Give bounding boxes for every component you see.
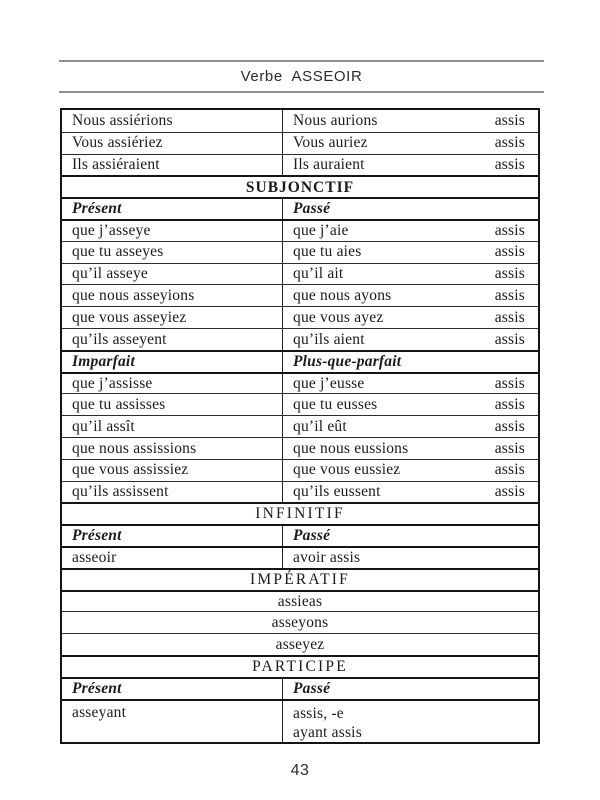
conjugation-left: que vous asseyiez: [72, 308, 187, 326]
right-cell: [282, 679, 538, 699]
table-row: [62, 154, 538, 176]
participle: assis: [494, 243, 525, 261]
right-cell: [282, 526, 538, 546]
conjugation-left: qu’il assît: [72, 417, 135, 435]
conjugation-right: que j’aie: [293, 222, 349, 240]
participle: assis: [494, 308, 525, 326]
conjugation-left: que tu assisses: [72, 396, 166, 413]
conjugation-left: Ils assiéraient: [72, 156, 160, 174]
conjugation-left: que j’asseye: [72, 222, 151, 240]
conjugation-right: qu’ils eussent: [293, 483, 381, 501]
conjugation-right: que tu aies: [293, 243, 362, 261]
table-row: [62, 546, 538, 568]
table-row: [62, 241, 538, 263]
section-header-infinitif: [62, 502, 538, 524]
right-cell: [282, 482, 538, 503]
participle: assis: [494, 222, 525, 240]
section-title: PARTICIPE: [252, 658, 348, 676]
participle: assis: [494, 156, 525, 174]
right-cell: [282, 110, 538, 132]
table-row: [62, 459, 538, 481]
table-row: [62, 415, 538, 437]
tense-right: Plus-que-parfait: [293, 352, 402, 370]
right-cell: [282, 548, 538, 568]
participle: assis: [494, 330, 525, 348]
participle: assis: [494, 134, 525, 152]
imperative-form: assieas: [277, 592, 323, 610]
section-header-participe: [62, 655, 538, 677]
tense-left: Présent: [72, 200, 122, 218]
participle: assis: [494, 396, 525, 413]
imperative-form: asseyons: [271, 613, 329, 631]
conjugation-left: que nous asseyions: [72, 287, 195, 305]
conjugation-right: qu’ils aient: [293, 330, 365, 348]
table-row: [62, 481, 538, 503]
right-cell: [282, 285, 538, 306]
right-cell: [282, 438, 538, 459]
right-cell: [282, 242, 538, 263]
participle: assis: [494, 265, 525, 283]
conjugation-left: que vous assissiez: [72, 461, 189, 479]
right-cell: [282, 155, 538, 176]
participle: assis: [494, 287, 525, 305]
conjugation-right: que nous eussions: [293, 439, 409, 457]
right-cell: [282, 394, 538, 415]
participle: assis: [494, 483, 525, 501]
conjugation-right: Ils auraient: [293, 156, 365, 174]
page-header-rule: [59, 60, 544, 93]
tense-header-row: [62, 677, 538, 699]
conjugation-right: Vous auriez: [293, 134, 368, 152]
right-cell: [282, 307, 538, 328]
right-cell: [282, 374, 538, 394]
section-title: SUBJONCTIF: [245, 178, 355, 196]
right-cell: [282, 460, 538, 481]
right-cell: [282, 352, 538, 372]
table-row: [62, 437, 538, 459]
tense-header-row: [62, 350, 538, 372]
page-title: Verbe ASSEOIR: [240, 68, 363, 85]
tense-left: Imparfait: [72, 352, 135, 370]
table-row: [62, 328, 538, 350]
section-title: IMPÉRATIF: [250, 570, 350, 588]
conjugation-left: qu’ils assissent: [72, 483, 169, 501]
participle-line: ayant assis: [293, 723, 362, 741]
page-number: 43: [290, 762, 310, 779]
conjugation-right: que nous ayons: [293, 287, 392, 305]
conjugation-left: qu’il asseye: [72, 265, 149, 283]
conjugation-left: Nous assiérions: [72, 112, 173, 130]
participle: assis: [494, 112, 525, 130]
tense-header-row: [62, 524, 538, 546]
imperative-row: [62, 611, 538, 633]
conjugation-left: que j’assisse: [72, 374, 153, 392]
section-header-subjonctif: [62, 175, 538, 197]
conjugation-right: que vous eussiez: [293, 461, 401, 479]
participle: assis: [494, 374, 525, 392]
conjugation-right: qu’il ait: [293, 265, 344, 283]
right-cell: [282, 199, 538, 219]
conjugation-left: asseyant: [72, 703, 127, 721]
conjugation-right: qu’il eût: [293, 417, 347, 435]
table-row: [62, 284, 538, 306]
imperative-form: asseyez: [275, 635, 325, 653]
conjugation-left: asseoir: [72, 549, 117, 567]
table-row: [62, 219, 538, 241]
conjugation-table: [60, 108, 540, 744]
table-row: [62, 393, 538, 415]
participle: assis: [494, 461, 525, 479]
conjugation-left: Vous assiériez: [72, 134, 163, 152]
conjugation-left: que nous assissions: [72, 439, 197, 457]
conjugation-right: que tu eusses: [293, 396, 378, 413]
participle-row: [62, 699, 538, 743]
tense-right: Passé: [293, 200, 331, 218]
conjugation-right: Nous aurions: [293, 112, 378, 130]
conjugation-right: que j’eusse: [293, 374, 365, 392]
tense-left: Présent: [72, 527, 122, 545]
right-cell: [282, 416, 538, 437]
tense-left: Présent: [72, 679, 122, 697]
tense-right: Passé: [293, 679, 331, 697]
tense-right: Passé: [293, 527, 331, 545]
conjugation-left: qu’ils asseyent: [72, 330, 167, 348]
right-cell: [282, 329, 538, 350]
table-row: [62, 372, 538, 394]
conjugation-right: avoir assis: [293, 549, 361, 567]
table-row: [62, 132, 538, 154]
table-row: [62, 110, 538, 132]
imperative-row: [62, 633, 538, 655]
right-cell: [282, 221, 538, 241]
table-row: [62, 306, 538, 328]
section-title: INFINITIF: [255, 505, 345, 523]
right-cell: [282, 701, 538, 743]
participle-line: assis, -e: [293, 704, 344, 722]
imperative-row: [62, 590, 538, 612]
section-header-imperatif: [62, 568, 538, 590]
conjugation-right: que vous ayez: [293, 308, 384, 326]
participle: assis: [494, 417, 525, 435]
participle: assis: [494, 439, 525, 457]
right-cell: [282, 264, 538, 285]
right-cell: [282, 133, 538, 154]
table-row: [62, 263, 538, 285]
tense-header-row: [62, 197, 538, 219]
conjugation-left: que tu asseyes: [72, 243, 164, 261]
